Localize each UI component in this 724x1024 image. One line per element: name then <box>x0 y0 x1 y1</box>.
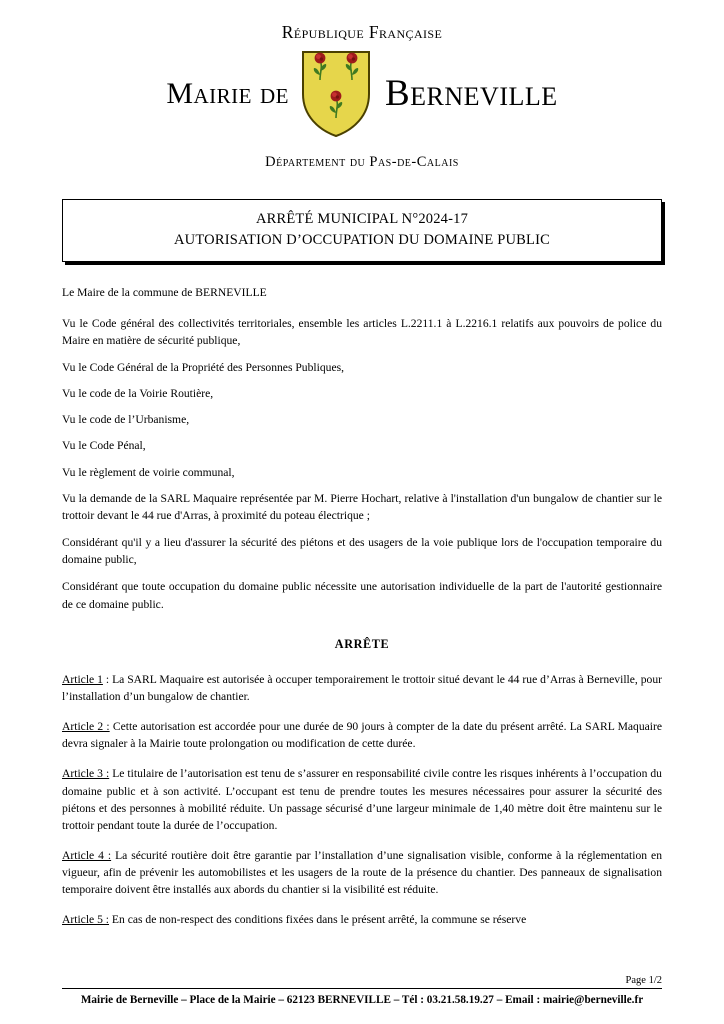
visa-clause: Vu le code de la Voirie Routière, <box>62 387 214 401</box>
article-3 <box>62 765 662 834</box>
article-4-label: Article 4 : <box>62 849 112 863</box>
visa-clause: Vu le Code général des collectivités territoriales, ensemble les articles L.2211.1 à L.2216.1 relatifs aux pouvoirs de police du Maire en matière de sécurité publique, <box>62 316 662 347</box>
article-3-label: Article 3 : <box>62 767 110 781</box>
page-number: Page 1/2 <box>625 975 662 986</box>
departement-subheading: Département du Pas-de-Calais <box>265 153 459 170</box>
article-4-text: La sécurité routière doit être garantie par l’installation d’une signalisation visible, conforme à la réglementation en vigueur, afin de prévenir les automobilistes et les usagers de la route de la présence du chantier. Des panneaux de signalisation temporaire doivent être installés aux abords du chantier si la visibilité est réduite. <box>62 849 662 897</box>
visa-clause: Vu le règlement de voirie communal, <box>62 465 235 479</box>
republique-francaise-heading: République Française <box>281 22 443 42</box>
article-5-label: Article 5 : <box>62 913 110 927</box>
visa-clause-request: Vu la demande de la SARL Maquaire représentée par M. Pierre Hochart, relative à l'installation d'un bungalow de chantier sur le trottoir devant le 44 rue d'Arras, à proximité du poteau électrique ; <box>62 491 662 522</box>
decree-title-box <box>62 199 662 262</box>
article-3-text: Le titulaire de l’autorisation est tenu de s’assurer en responsabilité civile contre les risques inhérents à l’occupation du domaine public et à son activité. L’occupant est tenu de prendre toutes les mesures nécessaires pour assurer la sécurité des piétons et des personnes à mobilité réduite. Un passage sécurisé d’une largeur minimale de 1,40 mètre doit être maintenu sur le trottoir pendant toute la durée de l’occupation. <box>62 767 662 832</box>
mairie-de-label: Mairie de <box>166 76 289 110</box>
article-1-text: La SARL Maquaire est autorisée à occuper temporairement le trottoir situé devant le 44 rue d’Arras à Berneville, pour l’installation d’un bungalow de chantier. <box>62 672 662 703</box>
decree-subject-line: AUTORISATION D’OCCUPATION DU DOMAINE PUBLIC <box>174 231 550 248</box>
commune-name-title: Berneville <box>385 73 558 114</box>
article-1-label: Article 1 <box>62 672 103 686</box>
article-1 <box>62 671 662 705</box>
visa-clause: Vu le code de l’Urbanisme, <box>62 413 190 427</box>
visa-clause: Vu le Code Général de la Propriété des Personnes Publiques, <box>62 361 344 374</box>
visa-clause: Vu le Code Pénal, <box>62 439 146 453</box>
footer-contact-line: Mairie de Berneville – Place de la Mairie – 62123 BERNEVILLE – Tél : 03.21.58.19.27 – Email : mairie@berneville.fr <box>80 994 644 1006</box>
article-2 <box>62 718 662 752</box>
document-body <box>62 262 662 929</box>
decree-number-line: ARRÊTÉ MUNICIPAL N°2024-17 <box>255 210 469 227</box>
coat-of-arms-icon <box>301 50 371 138</box>
article-2-text: Cette autorisation est accordée pour une durée de 90 jours à compter de la date du présent arrêté. La SARL Maquaire devra signaler à la Mairie toute prolongation ou modification de cette durée. <box>62 720 662 751</box>
arrete-heading: ARRÊTE <box>334 636 390 651</box>
article-1-separator: : <box>102 672 113 686</box>
article-4 <box>62 847 662 898</box>
article-5-text: En cas de non-respect des conditions fixées dans le présent arrêté, la commune se réserve <box>111 913 527 927</box>
considerant-clause: Considérant qu'il y a lieu d'assurer la sécurité des piétons et des usagers de la voie publique lors de l'occupation temporaire du domaine public, <box>62 536 662 567</box>
decree-title-box-wrapper <box>62 199 662 262</box>
footer-divider <box>62 988 662 989</box>
document-header <box>0 0 724 171</box>
mairie-title-row <box>0 48 724 140</box>
considerant-clause: Considérant que toute occupation du domaine public nécessite une autorisation individuelle de la part de l'autorité gestionnaire de ce domaine public. <box>62 580 662 611</box>
article-5 <box>62 911 662 928</box>
mayor-intro-line: Le Maire de la commune de BERNEVILLE <box>62 285 267 299</box>
article-2-label: Article 2 : <box>62 720 110 734</box>
document-footer <box>62 975 662 1006</box>
